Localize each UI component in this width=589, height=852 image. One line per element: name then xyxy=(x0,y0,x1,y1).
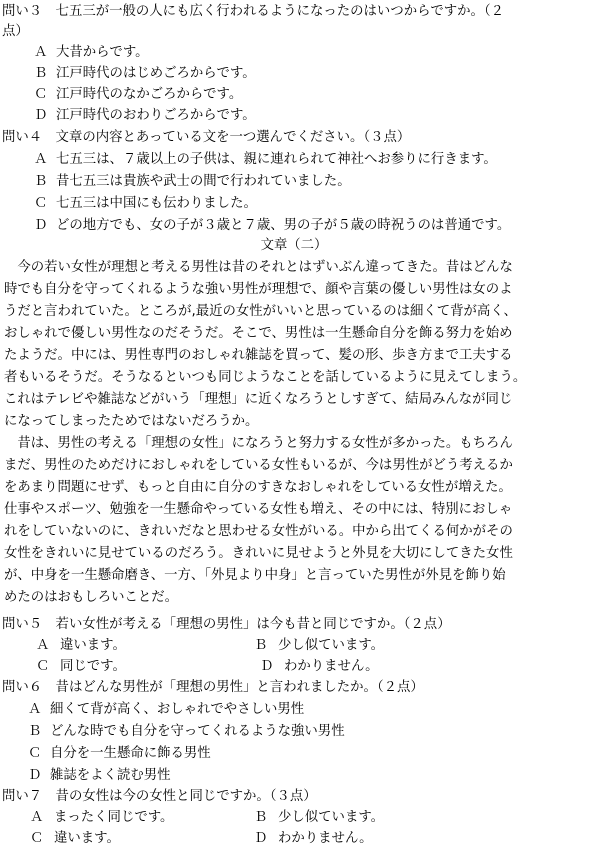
q5-option-d xyxy=(260,657,379,677)
passage-line: 今の若い女性が理想と考える男性は昔のそれとはずいぶん違ってきた。昔はどんな xyxy=(17,260,513,275)
q7-option-c xyxy=(30,829,120,849)
option-text: 七五三は中国にも伝わりました。 xyxy=(56,196,257,211)
q7-option-b xyxy=(254,808,384,828)
question-6-title: 問い６ 昔はどんな男性が「理想の男性」と言われましたか。（２点） xyxy=(2,680,424,695)
q6-option-d xyxy=(28,766,171,786)
passage-line: が、中身を一生懸命磨き、一方、「外見より中身」と言っていた男性が外見を飾り始 xyxy=(4,568,506,583)
option-text: 七五三は、７歳以上の子供は、親に連れられて神社へお参りに行きます。 xyxy=(56,152,497,167)
option-text: 違います。 xyxy=(54,831,120,846)
passage-line: うだと言われていた。ところが,最近の女性がいいと思っているのは細くて背が高く、 xyxy=(4,304,517,319)
option-text: 同じです。 xyxy=(60,659,126,674)
q4-option-c xyxy=(34,194,257,214)
option-key: Ｂ xyxy=(34,174,48,189)
q5-option-a xyxy=(36,636,126,656)
q6-option-b xyxy=(28,722,345,742)
option-text: 自分を一生懸命に飾る男性 xyxy=(50,746,211,761)
option-key: Ａ xyxy=(28,702,42,717)
passage-line: になってしまったためではないだろうか。 xyxy=(4,414,259,429)
option-text: 江戸時代のおわりごろからです。 xyxy=(56,108,256,123)
option-key: Ｂ xyxy=(254,638,268,653)
q7-option-d xyxy=(254,829,373,849)
question-5-title: 問い５ 若い女性が考える「理想の男性」は今も昔と同じですか。（２点） xyxy=(2,617,451,632)
option-key: Ａ xyxy=(30,810,44,825)
passage-line: まだ、男性のためだけにおしゃれをしている女性もいるが、今は男性がどう考えるか xyxy=(4,458,513,473)
option-text: 江戸時代のなかごろからです。 xyxy=(56,87,243,102)
passage-line: をあまり問題にせず、もっと自由に自分のすきなおしゃれをしている女性が増えた。 xyxy=(4,480,512,495)
passage-line: 昔は、男性の考える「理想の女性」になろうと努力する女性が多かった。もちろん xyxy=(17,436,513,451)
option-text: 江戸時代のはじめごろからです。 xyxy=(56,66,256,81)
option-key: Ａ xyxy=(34,152,48,167)
option-key: Ｄ xyxy=(260,659,274,674)
question-3-title-cont: 点） xyxy=(2,24,29,39)
option-key: Ｃ xyxy=(28,746,42,761)
question-7-title: 問い７ 昔の女性は今の女性と同じですか。（３点） xyxy=(2,789,317,804)
option-key: Ｃ xyxy=(36,659,50,674)
q4-option-d xyxy=(34,216,510,236)
passage-line: おしゃれで優しい男性なのだそうだ。そこで、男性は一生懸命自分を飾る努力を始め xyxy=(4,326,513,341)
option-text: まったく同じです。 xyxy=(54,810,174,825)
option-text: 少し似ています。 xyxy=(278,810,385,825)
option-text: 少し似ています。 xyxy=(278,638,385,653)
option-key: Ｃ xyxy=(34,196,48,211)
q3-option-b xyxy=(34,64,256,84)
option-text: 細くて背が高く、おしゃれでやさしい男性 xyxy=(50,702,305,717)
q7-option-a xyxy=(30,808,173,828)
option-text: 昔七五三は貴族や武士の間で行われていました。 xyxy=(56,174,351,189)
option-text: どの地方でも、女の子が３歳と７歳、男の子が５歳の時祝うのは普通です。 xyxy=(56,218,511,233)
option-key: Ｂ xyxy=(34,66,48,81)
option-key: Ａ xyxy=(34,45,48,60)
q5-option-b xyxy=(254,636,384,656)
q5-option-c xyxy=(36,657,126,677)
option-text: わかりません。 xyxy=(278,831,373,846)
passage-line: これはテレビや雑誌などがいう「理想」に近くなろうとしすぎて、結局みんなが同じ xyxy=(4,392,513,407)
question-4-title: 問い４ 文章の内容とあっている文を一つ選んでください。（３点） xyxy=(2,130,411,145)
option-key: Ｄ xyxy=(28,768,42,783)
option-key: Ｃ xyxy=(30,831,44,846)
passage-line: 仕事やスポーツ、勉強を一生懸命やっている女性も増え、その中には、特別におしゃ xyxy=(4,502,513,517)
passage-line: れをしていないのに、きれいだなと思わせる女性がいる。中から出てくる何かがその xyxy=(4,524,513,539)
q4-option-b xyxy=(34,172,351,192)
option-key: Ｄ xyxy=(34,108,48,123)
option-key: Ｂ xyxy=(254,810,268,825)
q6-option-a xyxy=(28,700,304,720)
q3-option-c xyxy=(34,85,242,105)
passage-line: 時でも自分を守ってくれるような強い男性が理想で、顔や言葉の優しい男性は女のよ xyxy=(4,282,513,297)
passage-line: めたのはおもしろいことだ。 xyxy=(4,590,179,605)
q4-option-a xyxy=(34,150,497,170)
q3-option-d xyxy=(34,106,256,126)
passage-line: 者もいるそうだ。そうなるといつも同じようなことを話しているように見えてしまう。 xyxy=(4,370,527,385)
question-3-title: 問い３ 七五三が一般の人にも広く行われるようになったのはいつからですか。（２ xyxy=(2,4,505,19)
option-key: Ｂ xyxy=(28,724,42,739)
option-text: わかりません。 xyxy=(284,659,379,674)
option-text: 雑誌をよく読む男性 xyxy=(50,768,171,783)
passage-heading: 文章（二） xyxy=(260,238,328,253)
option-key: Ｄ xyxy=(34,218,48,233)
passage-line: たようだ。中には、男性専門のおしゃれ雑誌を買って、髪の形、歩き方まで工夫する xyxy=(4,348,513,363)
option-key: Ｄ xyxy=(254,831,268,846)
option-text: どんな時でも自分を守ってくれるような強い男性 xyxy=(50,724,345,739)
q6-option-c xyxy=(28,744,211,764)
option-key: Ａ xyxy=(36,638,50,653)
q3-option-a xyxy=(34,43,149,63)
option-text: 違います。 xyxy=(60,638,126,653)
option-text: 大昔からです。 xyxy=(56,45,149,60)
passage-line: 女性をきれいに見せているのだろう。きれいに見せようと外見を大切にしてきた女性 xyxy=(4,546,513,561)
option-key: Ｃ xyxy=(34,87,48,102)
